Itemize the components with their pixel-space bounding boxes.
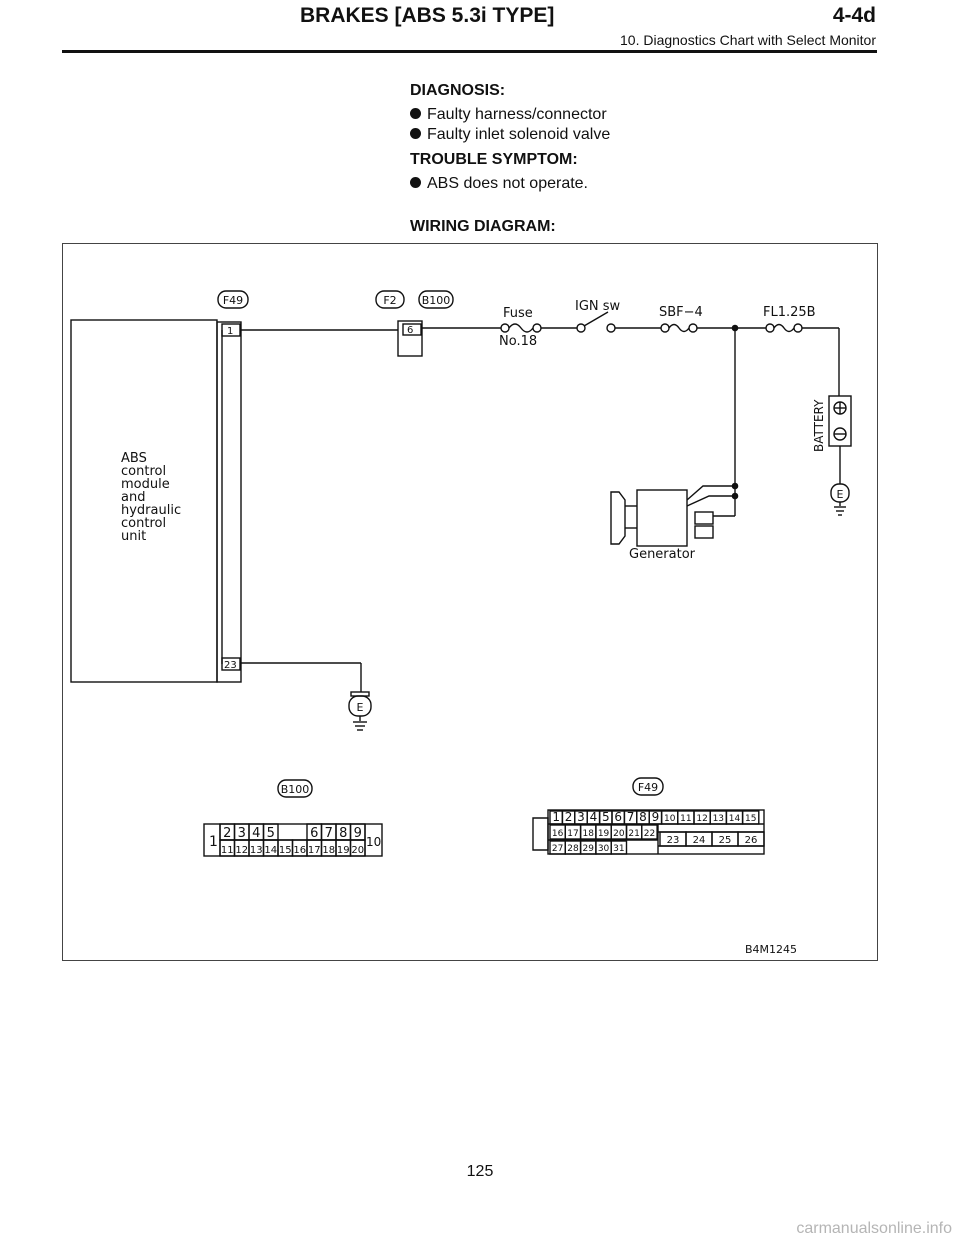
f49-pin: 18 bbox=[582, 829, 594, 839]
svg-text:F49: F49 bbox=[222, 294, 244, 307]
f49-pin: 15 bbox=[744, 814, 757, 824]
wiring-diagram-heading: WIRING DIAGRAM: bbox=[410, 218, 556, 235]
f49-pin: 27 bbox=[551, 844, 564, 854]
f49-pin: 24 bbox=[692, 835, 706, 846]
f49-pin: 3 bbox=[577, 810, 585, 824]
ign-switch-label: IGN sw bbox=[575, 299, 621, 314]
header-right-title: 4-4d bbox=[832, 4, 876, 27]
wiring-diagram bbox=[62, 243, 878, 961]
b100-pin: 16 bbox=[293, 845, 307, 856]
b100-pinout bbox=[204, 824, 382, 856]
f49-pin: 21 bbox=[628, 829, 640, 839]
f49-pin: 30 bbox=[597, 844, 610, 854]
f49-pin: 4 bbox=[589, 810, 598, 824]
f49-pin: 2 bbox=[564, 810, 573, 824]
b100-pin: 7 bbox=[324, 826, 333, 841]
b100-pin: 13 bbox=[249, 845, 263, 856]
b100-pin: 14 bbox=[264, 845, 278, 856]
pin-1-label: 1 bbox=[227, 326, 234, 337]
svg-text:E: E bbox=[836, 488, 844, 501]
f49-pin: 20 bbox=[613, 829, 625, 839]
b100-pin: 4 bbox=[252, 826, 261, 841]
svg-text:module: module bbox=[121, 477, 170, 492]
b100-pin: 3 bbox=[237, 826, 246, 841]
f49-pin: 29 bbox=[582, 844, 594, 854]
bullet-icon bbox=[410, 128, 421, 139]
svg-text:B100: B100 bbox=[421, 294, 451, 307]
b100-pin: 18 bbox=[322, 845, 336, 856]
diagnosis-item: Faulty inlet solenoid valve bbox=[410, 126, 610, 144]
f49-pin: 25 bbox=[718, 835, 732, 846]
svg-text:hydraulic: hydraulic bbox=[121, 503, 182, 518]
f49-pin: 19 bbox=[597, 829, 610, 839]
fuse-symbol bbox=[501, 324, 509, 332]
bullet-icon bbox=[410, 177, 421, 188]
f49-pin: 22 bbox=[643, 829, 656, 839]
diagnosis-heading: DIAGNOSIS: bbox=[410, 82, 506, 99]
fusible-link-label: FL1.25B bbox=[763, 305, 816, 320]
trouble-symptom-item: ABS does not operate. bbox=[410, 175, 588, 193]
f49-pin: 7 bbox=[626, 810, 635, 824]
battery-ground-icon bbox=[831, 484, 849, 515]
wiring-diagram-svg bbox=[63, 244, 877, 960]
b100-pin: 9 bbox=[353, 826, 362, 841]
f49-pin: 14 bbox=[728, 814, 741, 824]
f49-pin: 26 bbox=[744, 835, 758, 846]
f49-pin: 1 bbox=[552, 810, 561, 824]
fuse-label: Fuse bbox=[503, 306, 533, 321]
svg-text:control: control bbox=[121, 516, 167, 531]
connector-tag-b100 bbox=[419, 291, 453, 308]
ign-switch-symbol bbox=[577, 324, 585, 332]
f49-pin: 10 bbox=[663, 814, 676, 824]
f49-pin: 28 bbox=[567, 844, 579, 854]
f49-pin: 16 bbox=[551, 829, 564, 839]
f49-pin: 5 bbox=[601, 810, 610, 824]
bullet-icon bbox=[410, 108, 421, 119]
f49-pin: 31 bbox=[613, 844, 625, 854]
abs-connector-strip bbox=[217, 322, 241, 682]
sbf-label: SBF−4 bbox=[659, 305, 703, 320]
diagnosis-item: Faulty harness/connector bbox=[410, 106, 607, 124]
header-subtitle: 10. Diagnostics Chart with Select Monitor bbox=[620, 32, 876, 48]
b100-pin-right: 10 bbox=[366, 835, 382, 849]
f49-pin: 13 bbox=[712, 814, 725, 824]
b100-pin: 17 bbox=[307, 845, 321, 856]
sbf-fuse-symbol bbox=[661, 324, 669, 332]
b100-pin: 15 bbox=[278, 845, 292, 856]
f49-pin: 23 bbox=[666, 835, 680, 846]
connector-tag-f49 bbox=[218, 291, 248, 308]
f49-pinout bbox=[533, 810, 764, 854]
svg-text:and: and bbox=[121, 490, 146, 505]
connector-tag-f2 bbox=[376, 291, 404, 308]
header-left-title: BRAKES [ABS 5.3i TYPE] bbox=[300, 4, 555, 27]
b100-pin: 20 bbox=[351, 845, 365, 856]
fuse-number-label: No.18 bbox=[499, 334, 538, 349]
b100-pin: 6 bbox=[310, 826, 319, 841]
f49-pin: 12 bbox=[696, 814, 708, 824]
svg-text:control: control bbox=[121, 464, 167, 479]
f49-pin: 8 bbox=[639, 810, 647, 824]
b100-pin: 12 bbox=[235, 845, 249, 856]
connector-tag-f49-pinout bbox=[633, 778, 663, 795]
svg-text:F2: F2 bbox=[383, 294, 397, 307]
generator-label: Generator bbox=[629, 547, 696, 562]
b100-pin: 2 bbox=[223, 826, 232, 841]
b100-pin-left: 1 bbox=[209, 834, 218, 850]
connector-tag-b100-pinout bbox=[278, 780, 312, 797]
svg-text:E: E bbox=[356, 701, 364, 714]
f49-pin: 9 bbox=[651, 810, 660, 824]
svg-text:ABS: ABS bbox=[121, 451, 147, 466]
svg-text:unit: unit bbox=[121, 529, 147, 544]
f49-pin: 17 bbox=[567, 829, 579, 839]
trouble-symptom-heading: TROUBLE SYMPTOM: bbox=[410, 151, 578, 168]
b100-pin: 5 bbox=[266, 826, 275, 841]
header-rule bbox=[62, 50, 877, 53]
pin-23-label: 23 bbox=[224, 660, 237, 671]
b100-pin: 19 bbox=[336, 845, 350, 856]
page-number: 125 bbox=[466, 1163, 494, 1180]
battery-label: BATTERY bbox=[812, 399, 826, 452]
diagram-code: B4M1245 bbox=[745, 943, 798, 956]
module-ground-icon bbox=[349, 692, 371, 730]
module-label bbox=[121, 451, 181, 544]
b100-pin: 8 bbox=[339, 826, 348, 841]
f49-pin: 11 bbox=[680, 814, 692, 824]
svg-text:F49: F49 bbox=[637, 781, 659, 794]
fusible-link-symbol bbox=[766, 324, 774, 332]
f49-pin: 6 bbox=[614, 810, 623, 824]
pin-6-label: 6 bbox=[407, 325, 414, 336]
b100-pin: 11 bbox=[220, 845, 234, 856]
watermark: carmanualsonline.info bbox=[796, 1220, 952, 1237]
svg-text:B100: B100 bbox=[280, 783, 310, 796]
